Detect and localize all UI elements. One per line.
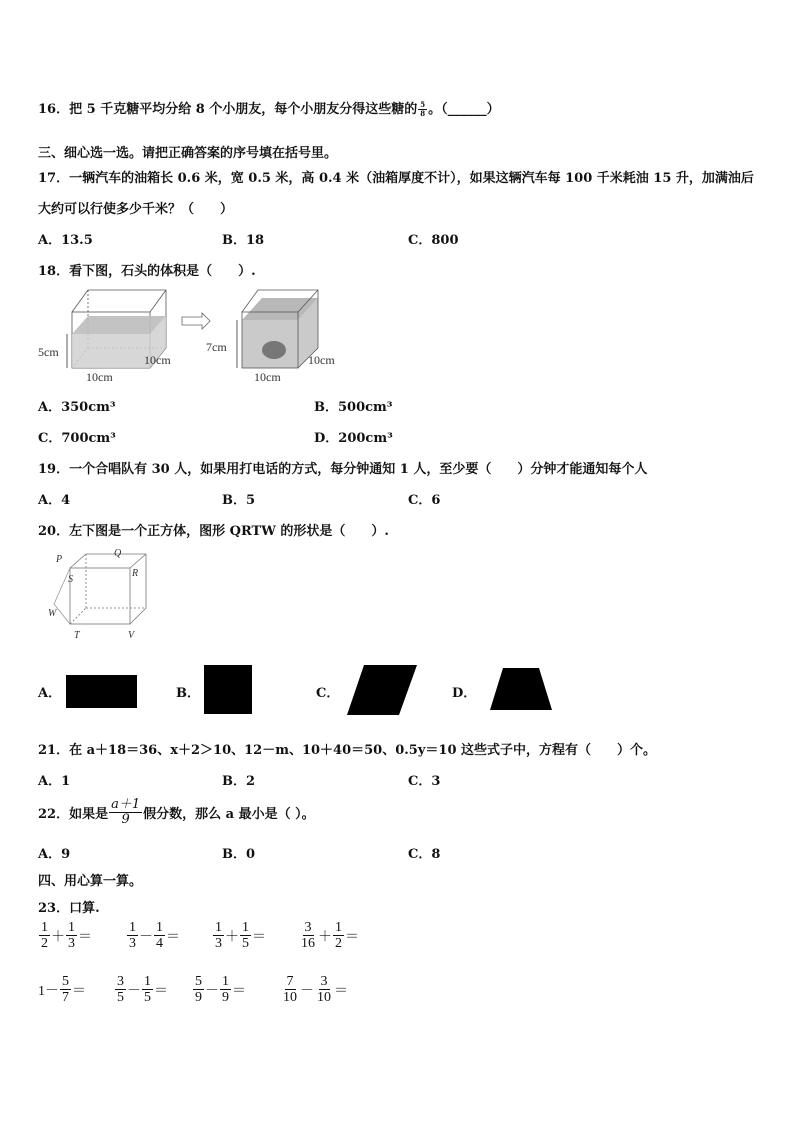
- q22-fraction: $\frac{a+1}{9}$: [111, 797, 141, 828]
- q22-option-b[interactable]: B．0: [222, 847, 256, 862]
- section-3-heading: 三、细心选一选。请把正确答案的序号填在括号里。: [38, 146, 338, 161]
- fig1-width-label: 10cm: [86, 370, 113, 384]
- q19-option-a[interactable]: A．4: [38, 493, 71, 508]
- q23-title: 23．口算.: [38, 901, 100, 916]
- q18-option-d[interactable]: D．200cm³: [314, 431, 393, 446]
- q18-option-c[interactable]: C．700cm³: [38, 431, 116, 446]
- svg-text:Q: Q: [114, 548, 122, 559]
- q18-option-b[interactable]: B．500cm³: [314, 400, 393, 415]
- calc-item: $\frac{1}{3}$ ＋ $\frac{1}{5}$ ＝: [215, 920, 266, 952]
- q18-figure: [36, 286, 366, 386]
- question-22: [38, 798, 315, 828]
- q19-option-b[interactable]: B．5: [222, 493, 256, 508]
- svg-text:R: R: [132, 568, 139, 579]
- q21-option-a[interactable]: A．1: [38, 774, 71, 789]
- calc-item: 1－ $\frac{5}{7}$ ＝: [38, 974, 86, 1006]
- q22-option-c[interactable]: C．8: [408, 847, 441, 862]
- option-a-rectangle-shape: [66, 675, 137, 708]
- q17-option-a[interactable]: A．13.5: [38, 233, 93, 248]
- fig2-height-label: 7cm: [206, 340, 227, 354]
- stone-shape: [262, 341, 286, 359]
- q17-line2: 大约可以行使多少千米？（ ）: [38, 202, 234, 217]
- fig2-width-label: 10cm: [254, 370, 281, 384]
- calc-item: $\frac{3}{16}$ ＋ $\frac{1}{2}$ ＝: [301, 920, 359, 952]
- svg-text:S: S: [68, 574, 73, 585]
- svg-text:V: V: [128, 630, 135, 641]
- q20-option-d[interactable]: D．: [452, 686, 477, 701]
- calc-item: $\frac{3}{5}$ － $\frac{1}{5}$ ＝: [117, 974, 168, 1006]
- q21-text: 21．在 a＋18＝36、x＋2＞10、12－m、10＋40＝50、0.5y＝10 这些式子中，方程有（ ）个。: [38, 743, 657, 758]
- q20-option-c[interactable]: C．: [316, 686, 340, 701]
- q21-option-c[interactable]: C．3: [408, 774, 441, 789]
- q17-line1: 17．一辆汽车的油箱长 0.6 米，宽 0.5 米，高 0.4 米（油箱厚度不计），如果这辆汽车每 100 千米耗油 15 升，加满油后: [38, 171, 754, 186]
- calc-item: $\frac{1}{2}$ ＋ $\frac{1}{3}$ ＝: [41, 920, 92, 952]
- fig2-depth-label: 10cm: [308, 353, 335, 367]
- q19-option-c[interactable]: C．6: [408, 493, 441, 508]
- q18-option-a[interactable]: A．350cm³: [38, 400, 116, 415]
- section-4-heading: 四、用心算一算。: [38, 874, 143, 889]
- q20-option-a[interactable]: A．: [38, 686, 62, 701]
- calc-item: $\frac{7}{10}$ － $\frac{3}{10}$ ＝: [283, 974, 348, 1006]
- q16-text: 16．把 5 千克糖平均分给 8 个小朋友，每个小朋友分得这些糖的: [38, 102, 418, 117]
- q20-option-b[interactable]: B．: [176, 686, 200, 701]
- question-16: [38, 98, 500, 118]
- calc-item: $\frac{5}{9}$ － $\frac{1}{9}$ ＝: [195, 974, 246, 1006]
- option-c-parallelogram-shape: [346, 664, 418, 716]
- calc-item: $\frac{1}{3}$ － $\frac{1}{4}$ ＝: [129, 920, 180, 952]
- q18-text: 18．看下图，石头的体积是（ ）.: [38, 264, 256, 279]
- q16-fraction: $\frac{5}{8}$: [420, 100, 426, 118]
- option-b-square-shape: [204, 665, 252, 714]
- option-d-trapezoid-shape: [489, 667, 553, 711]
- svg-text:P: P: [56, 554, 63, 565]
- q20-text: 20．左下图是一个正方体，图形 QRTW 的形状是（ ）.: [38, 524, 389, 539]
- q22-post: 假分数，那么 a 最小是（ ）。: [143, 807, 315, 823]
- q21-option-b[interactable]: B．2: [222, 774, 256, 789]
- q20-cube-figure: [42, 548, 162, 644]
- svg-text:W: W: [48, 608, 57, 619]
- q16-tail: 。（______）: [428, 102, 500, 117]
- fig1-height-label: 5cm: [38, 345, 59, 359]
- q17-option-c[interactable]: C．800: [408, 233, 459, 248]
- q22-option-a[interactable]: A．9: [38, 847, 71, 862]
- q19-text: 19．一个合唱队有 30 人，如果用打电话的方式，每分钟通知 1 人，至少要（ ）分钟才能通知每个人: [38, 462, 648, 477]
- q17-option-b[interactable]: B．18: [222, 233, 265, 248]
- svg-text:T: T: [74, 630, 80, 641]
- fig1-depth-label: 10cm: [144, 353, 171, 367]
- q22-pre: 22．如果是: [38, 807, 109, 823]
